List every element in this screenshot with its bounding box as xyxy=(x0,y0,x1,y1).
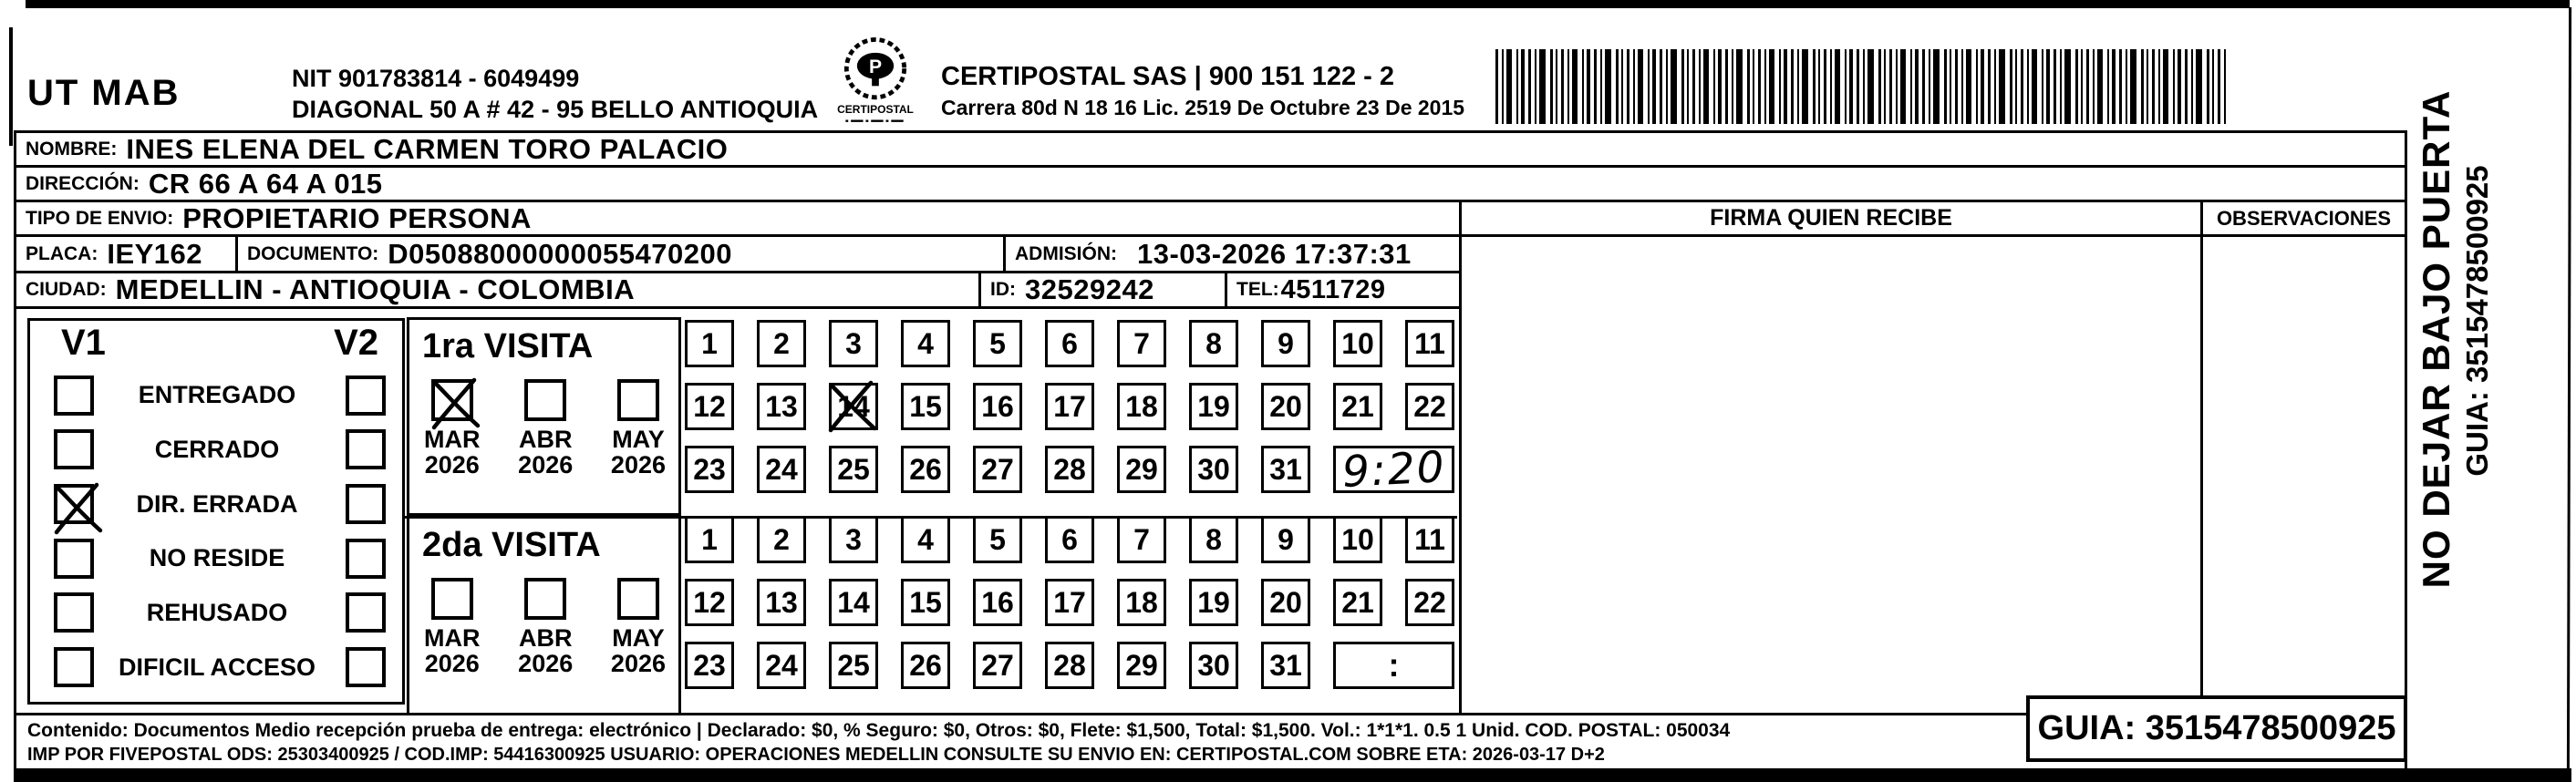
day-number: 14 xyxy=(837,585,870,619)
sender-code: UT MAB xyxy=(27,73,181,113)
visit1-day-28[interactable] xyxy=(1045,446,1094,493)
day-number: 3 xyxy=(845,326,862,360)
day-number: 24 xyxy=(765,648,798,682)
day-number: 27 xyxy=(981,648,1014,682)
visit2-month-mar xyxy=(424,578,481,677)
row-tipo-envio xyxy=(14,200,1462,237)
signature-area[interactable] xyxy=(1459,234,2203,715)
visit2-day-9[interactable] xyxy=(1261,516,1310,563)
id-label: ID: xyxy=(990,279,1016,300)
visit1-day-18[interactable] xyxy=(1117,383,1166,430)
placa-value: IEY162 xyxy=(107,237,203,270)
visit1-day-11[interactable] xyxy=(1405,320,1454,367)
day-number: 23 xyxy=(693,648,726,682)
cell-admision xyxy=(1003,234,1462,273)
direccion-value: CR 66 A 64 A 015 xyxy=(148,167,383,200)
visit1-day-7[interactable] xyxy=(1117,320,1166,367)
visit1-month-may xyxy=(611,379,666,478)
day-number: 20 xyxy=(1269,585,1302,619)
day-number: 18 xyxy=(1125,585,1158,619)
visit1-day-21[interactable] xyxy=(1333,383,1382,430)
visit1-day-25[interactable] xyxy=(829,446,878,493)
cell-ciudad xyxy=(14,271,981,309)
visit2-day-22[interactable] xyxy=(1405,579,1454,626)
visit2-day-12[interactable] xyxy=(685,579,734,626)
day-number: 15 xyxy=(909,389,942,423)
v2-dificil-acceso-checkbox[interactable] xyxy=(346,647,386,687)
status-row-no-reside xyxy=(30,539,402,579)
day-number: 28 xyxy=(1053,648,1086,682)
v2-cerrado-checkbox[interactable] xyxy=(346,429,386,469)
visit1-day-30[interactable] xyxy=(1189,446,1238,493)
tel-value: 4511729 xyxy=(1280,274,1386,304)
day-number: 21 xyxy=(1341,585,1374,619)
visit1-mar-checkbox[interactable] xyxy=(431,379,473,421)
visit2-day-11[interactable] xyxy=(1405,516,1454,563)
day-number: 8 xyxy=(1205,326,1222,360)
visit1-months xyxy=(409,366,678,478)
day-number: 4 xyxy=(917,326,934,360)
company-block xyxy=(941,62,1464,120)
side-warning-text: NO DEJAR BAJO PUERTA xyxy=(2415,89,2457,589)
visit2-abr-checkbox[interactable] xyxy=(524,578,566,620)
v1-rehusado-checkbox[interactable] xyxy=(54,592,94,633)
nombre-value: INES ELENA DEL CARMEN TORO PALACIO xyxy=(126,132,729,165)
scan-left-edge xyxy=(9,27,13,146)
guia-number-box: GUIA: 3515478500925 xyxy=(2026,695,2407,762)
time-colon: : xyxy=(1388,646,1400,684)
month-label: MAY 2026 xyxy=(610,624,666,678)
row-nombre xyxy=(14,130,2407,168)
visit2-day-24[interactable] xyxy=(757,642,806,689)
day-number: 16 xyxy=(981,585,1014,619)
visit2-day-3[interactable] xyxy=(829,516,878,563)
day-number: 10 xyxy=(1341,522,1374,556)
visit1-day-15[interactable] xyxy=(901,383,950,430)
nombre-label: NOMBRE: xyxy=(26,138,118,159)
visit1-day-row-2 xyxy=(685,383,1454,430)
tipo-envio-value: PROPIETARIO PERSONA xyxy=(182,201,532,234)
handwritten-time: 9:20 xyxy=(1340,441,1447,498)
contenido-line: Contenido: Documentos Medio recepción prueba de entrega: electrónico | Declarado: $0, % Seguro: $0, Otros: $0, Flete: $1,500, Total: $1,500. Vol.: 1*1*1. 0.5 1 Unid. COD. POSTAL: 050034 xyxy=(27,720,1731,741)
v2-no-reside-checkbox[interactable] xyxy=(346,539,386,579)
visit1-day-8[interactable] xyxy=(1189,320,1238,367)
day-number: 19 xyxy=(1197,585,1230,619)
visit2-day-30[interactable] xyxy=(1189,642,1238,689)
visit2-day-8[interactable] xyxy=(1189,516,1238,563)
visit2-day-2[interactable] xyxy=(757,516,806,563)
status-label: CERRADO xyxy=(154,435,280,463)
status-row-entregado xyxy=(30,376,402,416)
visit1-day-2[interactable] xyxy=(757,320,806,367)
admision-label: ADMISIÓN: xyxy=(1015,242,1117,264)
certipostal-logo-icon xyxy=(832,31,919,133)
day-number: 28 xyxy=(1053,452,1086,486)
row-direccion xyxy=(14,165,2407,202)
day-number: 10 xyxy=(1341,326,1374,360)
visit1-day-grid xyxy=(685,320,1454,509)
v1-dir-errada-checkbox[interactable] xyxy=(54,484,94,524)
day-number: 13 xyxy=(765,389,798,423)
visit1-day-5[interactable] xyxy=(973,320,1022,367)
visit2-day-31[interactable] xyxy=(1261,642,1310,689)
company-address: Carrera 80d N 18 16 Lic. 2519 De Octubre 23 De 2015 xyxy=(941,96,1465,119)
visit2-day-19[interactable] xyxy=(1189,579,1238,626)
visit2-may-checkbox[interactable] xyxy=(617,578,659,620)
visit2-day-row-3 xyxy=(685,642,1454,689)
visit1-day-20[interactable] xyxy=(1261,383,1310,430)
visit1-day-23[interactable] xyxy=(685,446,734,493)
visit2-day-row-2 xyxy=(685,579,1454,626)
day-number: 9 xyxy=(1278,326,1294,360)
month-label: ABR 2026 xyxy=(518,426,574,479)
status-row-rehusado xyxy=(30,592,402,633)
day-number: 3 xyxy=(845,522,862,556)
day-number: 22 xyxy=(1413,585,1446,619)
imp-line: IMP POR FIVEPOSTAL ODS: 25303400925 / COD.IMP: 54416300925 USUARIO: OPERACIONES MEDELLIN CONSULTE SU ENVIO EN: CERTIPOSTAL.COM SOBRE ETA: 2026-03-17 D+2 xyxy=(27,745,1605,765)
ciudad-label: CIUDAD: xyxy=(26,279,107,300)
visit2-time-cell[interactable] xyxy=(1333,642,1454,689)
cell-documento xyxy=(235,234,1006,273)
observaciones-header: OBSERVACIONES xyxy=(2200,200,2407,237)
scan-bottom-bar xyxy=(14,768,2571,782)
day-number: 11 xyxy=(1414,326,1445,360)
day-number: 12 xyxy=(693,389,726,423)
status-rows xyxy=(30,368,402,695)
visit1-day-6[interactable] xyxy=(1045,320,1094,367)
visit2-day-13[interactable] xyxy=(757,579,806,626)
month-label: ABR 2026 xyxy=(518,624,574,678)
visit1-day-row-1 xyxy=(685,320,1454,367)
v1-no-reside-checkbox[interactable] xyxy=(54,539,94,579)
day-number: 21 xyxy=(1341,389,1374,423)
visit2-day-16[interactable] xyxy=(973,579,1022,626)
visit2-day-17[interactable] xyxy=(1045,579,1094,626)
visit1-day-10[interactable] xyxy=(1333,320,1382,367)
day-number: 7 xyxy=(1133,326,1150,360)
visit2-day-21[interactable] xyxy=(1333,579,1382,626)
visit1-day-13[interactable] xyxy=(757,383,806,430)
visit2-day-27[interactable] xyxy=(973,642,1022,689)
day-number: 2 xyxy=(773,522,790,556)
day-number: 5 xyxy=(989,522,1006,556)
cell-id xyxy=(978,271,1227,309)
visit2-title: 2da VISITA xyxy=(422,526,601,564)
visit2-day-15[interactable] xyxy=(901,579,950,626)
day-number: 26 xyxy=(909,648,942,682)
visit2-months xyxy=(409,565,678,677)
visit2-day-10[interactable] xyxy=(1333,516,1382,563)
day-number: 4 xyxy=(917,522,934,556)
visit2-mar-checkbox[interactable] xyxy=(431,578,473,620)
month-label: MAY 2026 xyxy=(610,426,666,479)
visit2-day-20[interactable] xyxy=(1261,579,1310,626)
day-number: 30 xyxy=(1197,452,1230,486)
visit2-day-14[interactable] xyxy=(829,579,878,626)
admision-value: 13-03-2026 17:37:31 xyxy=(1137,237,1412,270)
visit2-day-1[interactable] xyxy=(685,516,734,563)
status-label: REHUSADO xyxy=(146,598,288,626)
day-number: 18 xyxy=(1125,389,1158,423)
sender-id-block xyxy=(292,64,818,126)
day-number: 2 xyxy=(773,326,790,360)
day-number: 5 xyxy=(989,326,1006,360)
status-label: ENTREGADO xyxy=(138,381,296,409)
visit1-day-16[interactable] xyxy=(973,383,1022,430)
day-number: 1 xyxy=(701,522,718,556)
visit2-day-26[interactable] xyxy=(901,642,950,689)
logo-wordmark: CERTIPOSTAL xyxy=(837,103,914,117)
observaciones-area[interactable] xyxy=(2200,234,2407,715)
visit1-day-27[interactable] xyxy=(973,446,1022,493)
scan-right-edge xyxy=(2567,7,2571,771)
day-number: 16 xyxy=(981,389,1014,423)
day-number: 26 xyxy=(909,452,942,486)
day-number: 25 xyxy=(837,452,870,486)
day-number: 25 xyxy=(837,648,870,682)
month-label: MAR 2026 xyxy=(424,624,481,678)
day-number: 14 xyxy=(837,389,870,423)
status-box xyxy=(27,318,405,705)
visit2-month-abr xyxy=(518,578,573,677)
visit1-day-row-3 xyxy=(685,441,1454,498)
visit1-month-mar xyxy=(424,379,481,478)
status-label: DIFICIL ACCESO xyxy=(118,653,316,681)
day-number: 9 xyxy=(1278,522,1294,556)
visit1-abr-checkbox[interactable] xyxy=(524,379,566,421)
v1-entregado-checkbox[interactable] xyxy=(54,376,94,416)
visit1-day-4[interactable] xyxy=(901,320,950,367)
day-number: 29 xyxy=(1125,452,1158,486)
day-number: 17 xyxy=(1053,585,1086,619)
visit1-day-26[interactable] xyxy=(901,446,950,493)
visit1-day-22[interactable] xyxy=(1405,383,1454,430)
status-label: DIR. ERRADA xyxy=(136,489,298,518)
status-label: NO RESIDE xyxy=(149,544,285,572)
status-row-dir-errada xyxy=(30,484,402,524)
day-number: 24 xyxy=(765,452,798,486)
visit2-day-grid xyxy=(685,516,1454,705)
sender-address: DIAGONAL 50 A # 42 - 95 BELLO ANTIOQUIA xyxy=(292,95,819,123)
visit1-day-12[interactable] xyxy=(685,383,734,430)
sender-nit: NIT 901783814 - 6049499 xyxy=(292,65,580,92)
tipo-envio-label: TIPO DE ENVIO: xyxy=(26,207,174,229)
visit2-day-6[interactable] xyxy=(1045,516,1094,563)
day-number: 15 xyxy=(909,585,942,619)
visit1-day-29[interactable] xyxy=(1117,446,1166,493)
day-number: 12 xyxy=(693,585,726,619)
day-number: 11 xyxy=(1414,522,1445,556)
day-number: 30 xyxy=(1197,648,1230,682)
day-number: 19 xyxy=(1197,389,1230,423)
day-number: 1 xyxy=(701,326,718,360)
day-number: 13 xyxy=(765,585,798,619)
visit1-day-3[interactable] xyxy=(829,320,878,367)
side-guia-text: GUIA: 3515478500925 xyxy=(2460,165,2494,477)
visit1-title: 1ra VISITA xyxy=(422,327,594,365)
cell-placa xyxy=(14,234,238,273)
v1-column-header: V1 xyxy=(61,323,106,363)
visit1-day-9[interactable] xyxy=(1261,320,1310,367)
cell-tel xyxy=(1225,271,1462,309)
day-number: 17 xyxy=(1053,389,1086,423)
day-number: 31 xyxy=(1269,648,1302,682)
v2-rehusado-checkbox[interactable] xyxy=(346,592,386,633)
company-name: CERTIPOSTAL SAS | 900 151 122 - 2 xyxy=(941,62,1395,91)
visit2-day-29[interactable] xyxy=(1117,642,1166,689)
visits-section xyxy=(14,306,1462,715)
day-number: 6 xyxy=(1061,522,1078,556)
month-label: MAR 2026 xyxy=(424,426,481,479)
v2-entregado-checkbox[interactable] xyxy=(346,376,386,416)
status-row-dificil-acceso xyxy=(30,647,402,687)
documento-value: D05088000000055470200 xyxy=(388,237,732,270)
day-number: 23 xyxy=(693,452,726,486)
scan-top-bar xyxy=(26,0,2570,8)
visit2-day-18[interactable] xyxy=(1117,579,1166,626)
visit1-time-cell[interactable] xyxy=(1333,441,1454,498)
visit2-day-7[interactable] xyxy=(1117,516,1166,563)
visit1-may-checkbox[interactable] xyxy=(617,379,659,421)
visit1-box xyxy=(407,317,681,516)
status-row-cerrado xyxy=(30,429,402,469)
visit1-month-abr xyxy=(518,379,573,478)
day-number: 27 xyxy=(981,452,1014,486)
visit2-day-28[interactable] xyxy=(1045,642,1094,689)
svg-text:P: P xyxy=(868,56,883,77)
visit2-day-4[interactable] xyxy=(901,516,950,563)
documento-label: DOCUMENTO: xyxy=(247,242,379,264)
visit2-day-23[interactable] xyxy=(685,642,734,689)
day-number: 6 xyxy=(1061,326,1078,360)
v2-dir-errada-checkbox[interactable] xyxy=(346,484,386,524)
id-value: 32529242 xyxy=(1025,273,1154,305)
v1-cerrado-checkbox[interactable] xyxy=(54,429,94,469)
visit2-day-5[interactable] xyxy=(973,516,1022,563)
firma-header: FIRMA QUIEN RECIBE xyxy=(1459,200,2203,237)
visit1-day-19[interactable] xyxy=(1189,383,1238,430)
placa-label: PLACA: xyxy=(26,242,98,264)
visit2-day-25[interactable] xyxy=(829,642,878,689)
day-number: 22 xyxy=(1413,389,1446,423)
day-number: 29 xyxy=(1125,648,1158,682)
visit2-box xyxy=(407,516,681,718)
tel-label: TEL: xyxy=(1236,279,1279,300)
visit1-day-24[interactable] xyxy=(757,446,806,493)
day-number: 31 xyxy=(1269,452,1302,486)
barcode xyxy=(1495,49,2243,124)
day-number: 20 xyxy=(1269,389,1302,423)
direccion-label: DIRECCIÓN: xyxy=(26,172,140,194)
visit1-day-1[interactable] xyxy=(685,320,734,367)
day-number: 8 xyxy=(1205,522,1222,556)
visit1-day-31[interactable] xyxy=(1261,446,1310,493)
day-number: 7 xyxy=(1133,522,1150,556)
visit2-day-row-1 xyxy=(685,516,1454,563)
visit1-day-17[interactable] xyxy=(1045,383,1094,430)
visit1-day-14[interactable] xyxy=(829,383,878,430)
visit2-month-may xyxy=(611,578,666,677)
ciudad-value: MEDELLIN - ANTIOQUIA - COLOMBIA xyxy=(115,273,636,305)
v1-dificil-acceso-checkbox[interactable] xyxy=(54,647,94,687)
v2-column-header: V2 xyxy=(334,323,378,363)
